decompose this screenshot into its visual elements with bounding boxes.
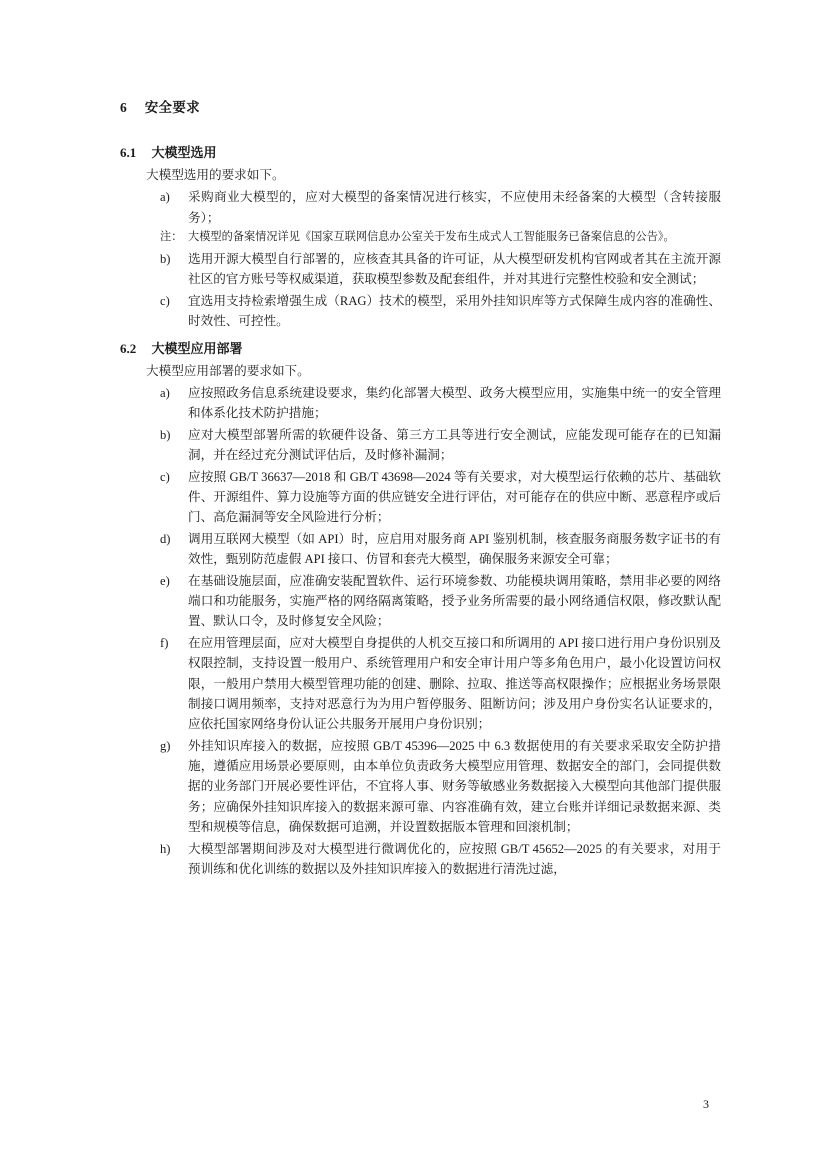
list-item: [120, 249, 721, 290]
list-item: [120, 529, 721, 570]
list-item-text: 在基础设施层面，应准确安装配置软件、运行环境参数、功能模块调用策略，禁用非必要的网络端口和功能服务，实施严格的网络隔离策略，授予业务所需要的最小网络通信权限，修改默认配置、默认口令，及时修复安全风险；: [188, 573, 721, 629]
section-6-2-lead: 大模型应用部署的要求如下。: [146, 363, 310, 378]
list-item-text: 采购商业大模型的，应对大模型的备案情况进行核实，不应使用未经备案的大模型（含转接服务）；: [188, 190, 721, 225]
section-6-2-title: 大模型应用部署: [151, 340, 243, 356]
section-6-1-number: 6.1: [120, 145, 137, 160]
list-item-text: 外挂知识库接入的数据，应按照 GB/T 45396—2025 中 6.3 数据使用的有关要求采取安全防护措施，遵循应用场景必要原则，由本单位负责政务大模型应用管理、数据安全的部门，会同提供数据的业务部门开展必要性评估，不宜将人事、财务等敏感业务数据接入大模型向其他部门提供服务；应确保外挂知识库接入的数据来源可靠、内容准确有效，建立台账并详细记录数据来源、类型和规模等信息，确保数据可追溯，并设置数据版本管理和回滚机制；: [188, 738, 721, 835]
list-item: [120, 383, 721, 424]
list-item-marker: c): [160, 293, 170, 308]
list-item: [120, 633, 721, 735]
list-item-text: 应对大模型部署所需的软硬件设备、第三方工具等进行安全测试，应能发现可能存在的已知漏洞，并在经过充分测试评估后，及时修补漏洞；: [188, 427, 721, 463]
section-6-1: [120, 142, 721, 332]
list-item: [120, 839, 721, 880]
page-number: 3: [703, 1097, 709, 1111]
section-6-2-list: [120, 383, 721, 879]
list-item-note: [120, 229, 721, 247]
list-item-text: 应按照 GB/T 36637—2018 和 GB/T 43698—2024 等有关要求，对大模型运行依赖的芯片、基础软件、开源组件、算力设施等方面的供应链安全进行评估，对可能存在的供应中断、恶意程序或后门、高危漏洞等安全风险进行分析；: [188, 469, 721, 525]
list-item-text: 大模型部署期间涉及对大模型进行微调优化的，应按照 GB/T 45652—2025 的有关要求，对用于预训练和优化训练的数据以及外挂知识库接入的数据进行清洗过滤，: [188, 841, 721, 877]
section-6-1-heading: [120, 142, 721, 161]
section-6-1-lead: 大模型选用的要求如下。: [146, 168, 285, 182]
section-6-2: [120, 338, 721, 880]
list-item-marker: g): [160, 738, 171, 753]
section-6-2-heading: [120, 338, 721, 357]
list-item: [120, 467, 721, 528]
list-item-marker: a): [160, 190, 170, 205]
list-item-text: 选用开源大模型自行部署的，应核查其具备的许可证，从大模型研发机构官网或者其在主流开源社区的官方账号等权威渠道，获取模型参数及配套组件，并对其进行完整性校验和安全测试；: [188, 252, 721, 287]
list-item-marker: h): [160, 841, 171, 856]
list-item-marker: d): [160, 531, 171, 546]
list-item: [120, 291, 721, 332]
list-item-text: 在应用管理层面，应对大模型自身提供的人机交互接口和所调用的 API 接口进行用户身份识别及权限控制，支持设置一般用户、系统管理用户和安全审计用户等多角色用户，最小化设置访问权限，一般用户禁用大模型管理功能的创建、删除、拉取、推送等高权限操作；应根据业务场景限制接口调用频率，支持对恶意行为为用户暂停服务、阻断访问；涉及用户身份实名认证要求的，应依托国家网络身份认证公共服务开展用户身份识别；: [188, 635, 721, 732]
list-item-marker: b): [160, 427, 171, 442]
section-6-1-title: 大模型选用: [151, 145, 217, 160]
section-6-1-list: [120, 187, 721, 331]
page-title-number: 6: [120, 100, 128, 115]
list-item: [120, 571, 721, 632]
list-item-text: 宜选用支持检索增强生成（RAG）技术的模型，采用外挂知识库等方式保障生成内容的准确性、时效性、可控性。: [188, 293, 721, 329]
page-title: [120, 96, 721, 116]
page-title-text: 安全要求: [144, 100, 200, 115]
list-item-marker: a): [160, 386, 170, 401]
list-item-marker: c): [160, 469, 170, 484]
list-item-text: 应按照政务信息系统建设要求，集约化部署大模型、政务大模型应用，实施集中统一的安全管理和体系化技术防护措施；: [188, 386, 721, 421]
list-item-marker: b): [160, 252, 171, 267]
list-item-marker: 注：: [160, 231, 183, 244]
list-item: [120, 425, 721, 466]
list-item-text: 大模型的备案情况详见《国家互联网信息办公室关于发布生成式人工智能服务已备案信息的公告》。: [188, 231, 675, 244]
list-item: [120, 187, 721, 228]
list-item-text: 调用互联网大模型（如 API）时，应启用对服务商 API 鉴别机制，核查服务商服务数字证书的有效性，甄别防范虚假 API 接口、仿冒和套壳大模型，确保服务来源安全可靠；: [188, 531, 721, 567]
section-6-2-number: 6.2: [120, 340, 137, 356]
list-item-marker: f): [160, 635, 169, 650]
list-item: [120, 736, 721, 838]
list-item-marker: e): [160, 573, 170, 588]
